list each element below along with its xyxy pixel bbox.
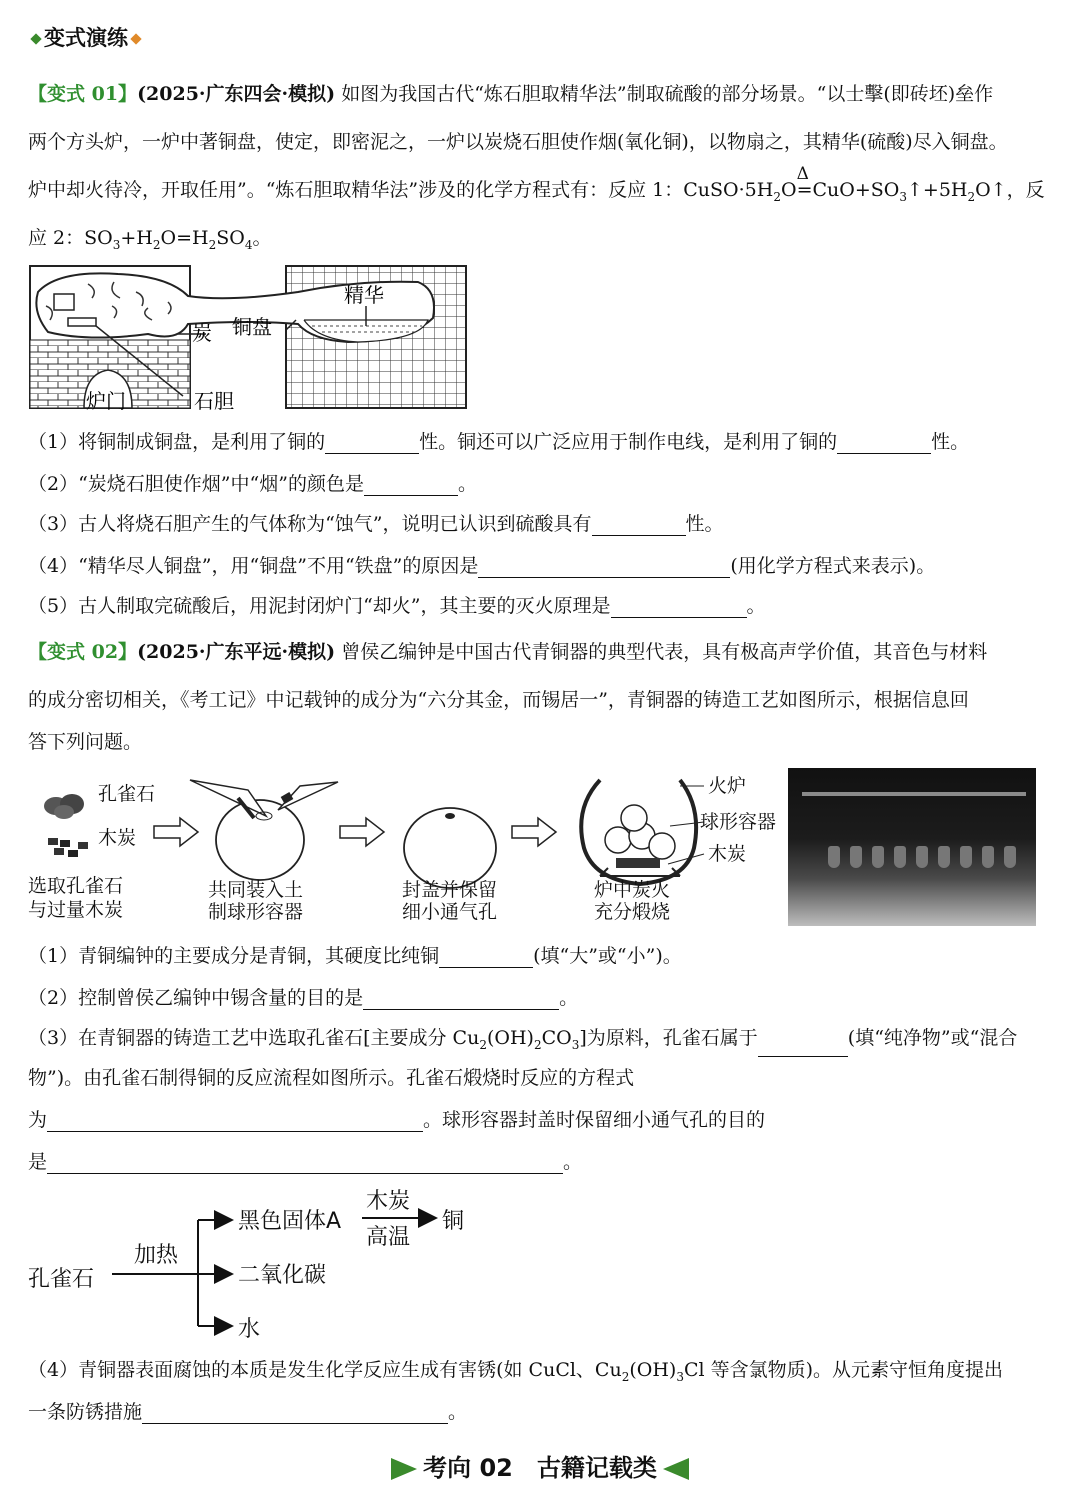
diamond-icon — [30, 33, 41, 44]
q1-tag: 【变式 01】 — [28, 83, 138, 105]
q1-intro-line-1: 【变式 01】(2025·广东四会·模拟) 如图为我国古代“炼石胆取精华法”制取硫酸的部分场景。“以士擊(即砖坯)垒作 — [28, 83, 994, 105]
q1-intro-line-3: 炉中却火待冷，开取任用”。“炼石胆取精华法”涉及的化学方程式有：反应 1：$CuSO\cdot 5H_2O$ Δ $=CuO+SO_3↑+5H_2O↑$，反 — [28, 164, 1045, 204]
section-title: 变式演练 — [28, 22, 144, 52]
answer-blank[interactable] — [439, 949, 533, 968]
svg-text:与过量木炭: 与过量木炭 — [28, 899, 124, 921]
answer-blank[interactable] — [142, 1405, 448, 1424]
svg-text:制球形容器: 制球形容器 — [208, 901, 304, 923]
answer-blank[interactable] — [325, 435, 419, 454]
label-jinghua: 精华 — [344, 283, 384, 307]
arrow-icon — [512, 818, 556, 846]
q1-source: (2025·广东四会·模拟) — [137, 83, 336, 105]
label-tan: 炭 — [192, 321, 212, 345]
q2-sub-2: （2）控制曾侯乙编钟中锡含量的目的是 。 — [28, 987, 579, 1009]
arrow-icon — [154, 818, 198, 846]
q2-sub-3-line-4: 是 。 — [28, 1151, 583, 1173]
casting-process-diagram — [28, 768, 788, 928]
q2-sub-4-line-2: 一条防锈措施 。 — [28, 1401, 468, 1423]
triangle-left-icon — [663, 1458, 689, 1480]
svg-text:共同装入土: 共同装入土 — [208, 879, 304, 901]
answer-blank[interactable] — [592, 517, 686, 536]
q2-sub-3-line-3: 为 。球形容器封盖时保留细小通气孔的目的 — [28, 1109, 766, 1131]
flow-product-co2: 二氧化碳 — [238, 1263, 327, 1288]
q1-sub-5: （5）古人制取完硫酸后，用泥封闭炉门“却火”，其主要的灭火原理是 。 — [28, 595, 766, 617]
flow-condition-charcoal: 木炭 — [366, 1189, 411, 1214]
reaction-flow-diagram — [28, 1186, 508, 1346]
q2-source: (2025·广东平远·模拟) — [137, 641, 336, 663]
diamond-icon — [130, 33, 141, 44]
label-mutan-2: 木炭 — [708, 843, 747, 865]
q1-intro-line-2: 两个方头炉，一炉中著铜盘，使定，即密泥之，一炉以炭烧石胆使作烟(氧化铜)，以物扇之，其精华(硫酸)尽入铜盘。 — [28, 131, 1008, 153]
svg-text:细小通气孔: 细小通气孔 — [402, 901, 498, 923]
q2-sub-1: （1）青铜编钟的主要成分是青铜，其硬度比纯铜 (填“大”或“小”)。 — [28, 945, 682, 967]
svg-text:封盖并保留: 封盖并保留 — [402, 879, 498, 901]
q1-sub-1: （1）将铜制成铜盘，是利用了铜的 性。铜还可以广泛应用于制作电线，是利用了铜的 性。 — [28, 431, 970, 453]
label-lumen: 炉门 — [86, 389, 126, 413]
furnace-diagram — [28, 262, 478, 414]
label-kongqueshi: 孔雀石 — [98, 783, 156, 805]
delta-symbol: Δ — [796, 164, 809, 184]
q1-sub-2: （2）“炭烧石胆使作烟”中“烟”的颜色是 。 — [28, 473, 477, 495]
svg-text:炉中炭火: 炉中炭火 — [594, 879, 671, 901]
svg-text:选取孔雀石: 选取孔雀石 — [28, 875, 124, 897]
answer-blank[interactable] — [478, 559, 730, 578]
q2-intro-line-2: 的成分密切相关，《考工记》中记载钟的成分为“六分其金，而锡居一”，青铜器的铸造工艺如图所示，根据信息回 — [28, 689, 969, 711]
bianzhong-photo — [788, 768, 1036, 926]
q1-sub-3: （3）古人将烧石胆产生的气体称为“蚀气”，说明已认识到硫酸具有 性。 — [28, 513, 724, 535]
triangle-right-icon — [391, 1458, 417, 1480]
label-huolu: 火炉 — [708, 775, 747, 797]
label-tongpan: 铜盘 — [232, 315, 272, 339]
answer-blank[interactable] — [47, 1113, 423, 1132]
label-shidan: 石胆 — [194, 389, 234, 413]
flow-product-copper: 铜 — [442, 1209, 465, 1234]
flow-product-a: 黑色固体A — [238, 1209, 342, 1234]
q2-intro-line-1: 【变式 02】(2025·广东平远·模拟) 曾侯乙编钟是中国古代青铜器的典型代表，具有极高声学价值，其音色与材料 — [28, 641, 988, 663]
q2-sub-4-line-1: （4）青铜器表面腐蚀的本质是发生化学反应生成有害锈(如 CuCl、$Cu_2(OH)_3Cl$ 等含氯物质)。从元素守恒角度提出 — [28, 1359, 1004, 1384]
footer-section-heading: 考向 02 古籍记载类 — [0, 1448, 1080, 1483]
flow-condition-hightemp: 高温 — [366, 1225, 411, 1250]
answer-blank[interactable] — [611, 599, 747, 618]
svg-text:充分煅烧: 充分煅烧 — [594, 901, 671, 923]
flow-product-water: 水 — [238, 1317, 261, 1342]
q1-intro-line-4: 应 2：$SO_3+H_2O=H_2SO_4$。 — [28, 227, 272, 252]
flow-start: 孔雀石 — [28, 1267, 95, 1292]
answer-blank[interactable] — [364, 477, 458, 496]
answer-blank[interactable] — [758, 1038, 848, 1057]
q2-sub-3-line-1: （3）在青铜器的铸造工艺中选取孔雀石[主要成分 $Cu_2(OH)_2CO_3$]为原料，孔雀石属于 (填“纯净物”或“混合 — [28, 1026, 1058, 1057]
flow-condition-heat: 加热 — [134, 1243, 179, 1268]
arrow-icon — [340, 818, 384, 846]
answer-blank[interactable] — [363, 991, 559, 1010]
answer-blank[interactable] — [837, 435, 931, 454]
q1-sub-4: （4）“精华尽人铜盘”，用“铜盘”不用“铁盘”的原因是 (用化学方程式来表示)。 — [28, 555, 936, 577]
q2-intro-line-3: 答下列问题。 — [28, 731, 143, 753]
q2-tag: 【变式 02】 — [28, 641, 138, 663]
answer-blank[interactable] — [47, 1155, 563, 1174]
label-qiuxing: 球形容器 — [700, 811, 777, 833]
q2-sub-3-line-2: 物”)。由孔雀石制得铜的反应流程如图所示。孔雀石煅烧时反应的方程式 — [28, 1067, 635, 1089]
label-mutan: 木炭 — [98, 827, 137, 849]
